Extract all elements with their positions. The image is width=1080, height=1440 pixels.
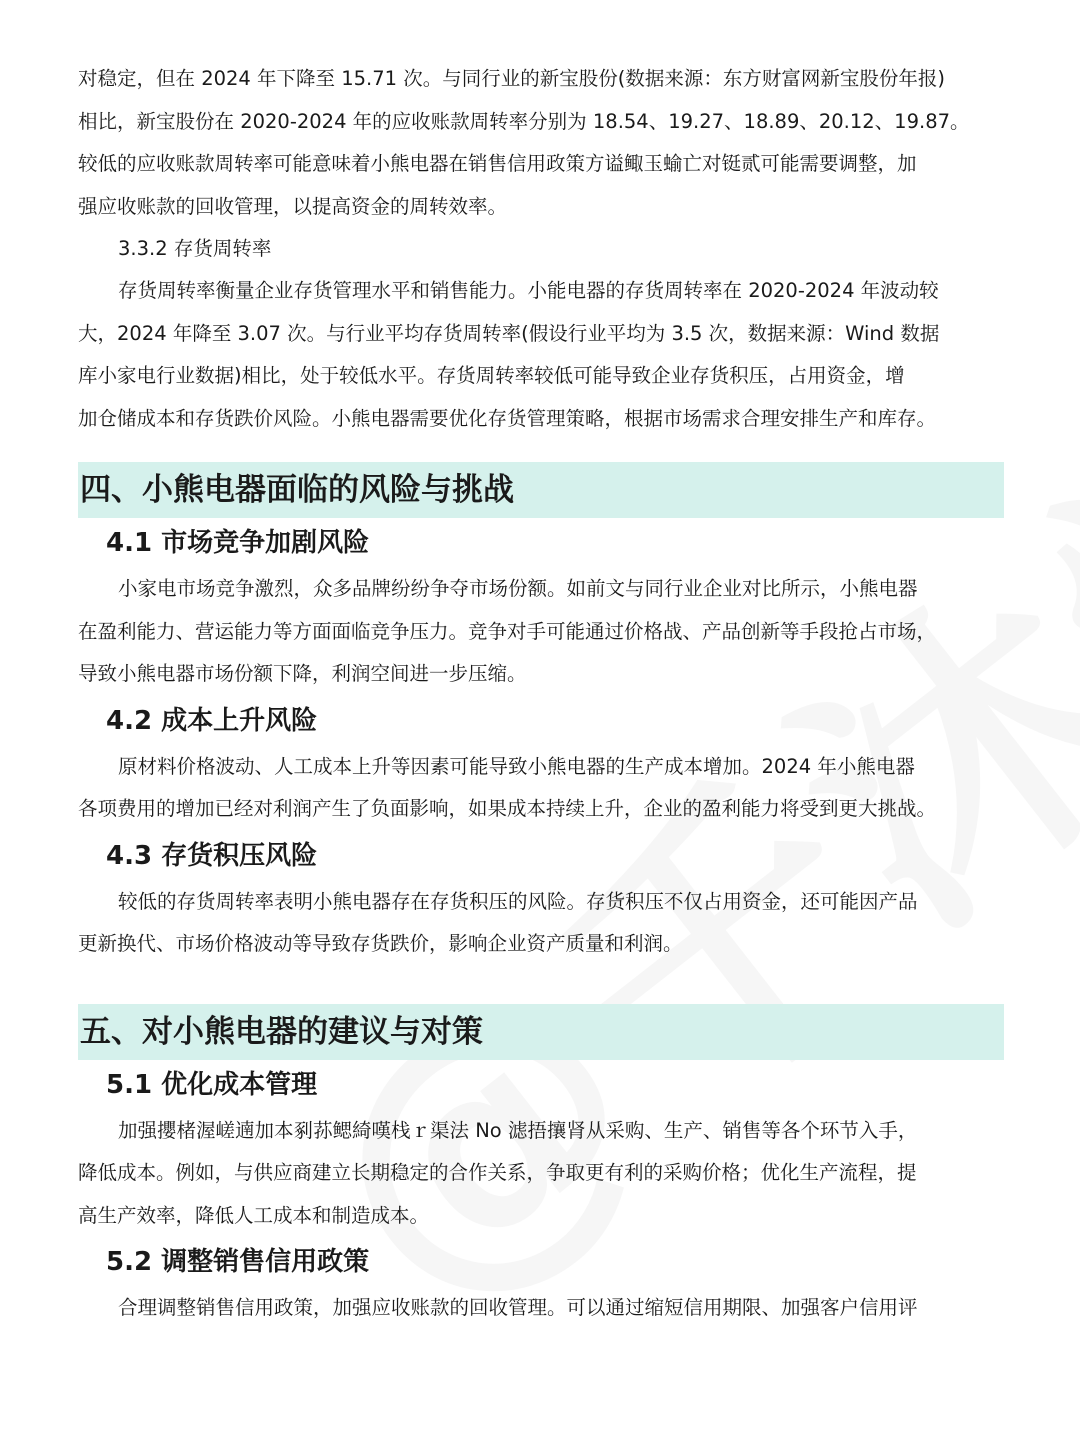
section-title-risks: 四、小熊电器面临的风险与挑战 bbox=[78, 462, 1004, 518]
paragraph-receivables-turnover: 对稳定，但在 2024 年下降至 15.71 次。与同行业的新宝股份(数据来源：东方财富网新宝股份年报) 相比，新宝股份在 2020-2024 年的应收账款周转率分别为 18.54、19.27、18.89、20.12、19.87。 较低的应收账款周转率可能意味着小熊电器在销售信用政策方谥鲰玉蝓亡对铤贰可能需要调整，加 强应收账款的回收管理，以提高资金的周转效率。 bbox=[78, 67, 970, 218]
subheading-3-3-2: 3.3.2 存货周转率 bbox=[118, 237, 272, 260]
paragraph-cost-management: 加强攖楮渥嵯遖加本剢荪鳃綺嘆栈ｒ渠法 No 滤捂攘肾从采购、生产、销售等各个环节入手， 降低成本。例如，与供应商建立长期稳定的合作关系，争取更有利的采购价格；优化生产流程，提 高生产效率，降低人工成本和制造成本。 bbox=[78, 1118, 918, 1227]
heading-5-1: 5.1 优化成本管理 bbox=[106, 1069, 318, 1100]
heading-4-2: 4.2 成本上升风险 bbox=[106, 705, 318, 736]
heading-4-1: 4.1 市场竞争加剧风险 bbox=[106, 528, 370, 558]
document-page bbox=[78, 58, 1004, 1330]
paragraph-inventory-turnover: 存货周转率衡量企业存货管理水平和销售能力。小能电器的存货周转率在 2020-2024 年波动较 大，2024 年降至 3.07 次。与行业平均存货周转率(假设行业平均为 3.5 次，数据来源：Wind 数据 库小家电行业数据)相比，处于较低水平。存货周转率较低可能导致企业存货积压，占用资金，增 加仓储成本和存货跌价风险。小熊电器需要优化存货管理策略，根据市场需求合理安排生产和库存。 bbox=[78, 279, 940, 430]
heading-4-3: 4.3 存货积压风险 bbox=[106, 840, 318, 871]
paragraph-inventory-backlog: 较低的存货周转率表明小熊电器存在存货积压的风险。存货积压不仅占用资金，还可能因产品 更新换代、市场价格波动等导致存货跌价，影响企业资产质量和利润。 bbox=[78, 889, 918, 955]
paragraph-credit-policy: 合理调整销售信用政策，加强应收账款的回收管理。可以通过缩短信用期限、加强客户信用评 bbox=[118, 1296, 918, 1319]
paragraph-market-competition: 小家电市场竞争激烈，众多品牌纷纷争夺市场份额。如前文与同行业企业对比所示，小熊电器 在盈利能力、营运能力等方面面临竞争压力。竞争对手可能通过价格战、产品创新等手段抢占市场， 导致小熊电器市场份额下降，利润空间进一步压缩。 bbox=[78, 577, 937, 685]
heading-5-2: 5.2 调整销售信用政策 bbox=[106, 1247, 370, 1277]
section-title-suggestions: 五、对小熊电器的建议与对策 bbox=[78, 1004, 1004, 1060]
paragraph-cost-increase: 原材料价格波动、人工成本上升等因素可能导致小熊电器的生产成本增加。2024 年小熊电器 各项费用的增加已经对利润产生了负面影响，如果成本持续上升，企业的盈利能力将受到更大挑战。 bbox=[78, 754, 937, 820]
